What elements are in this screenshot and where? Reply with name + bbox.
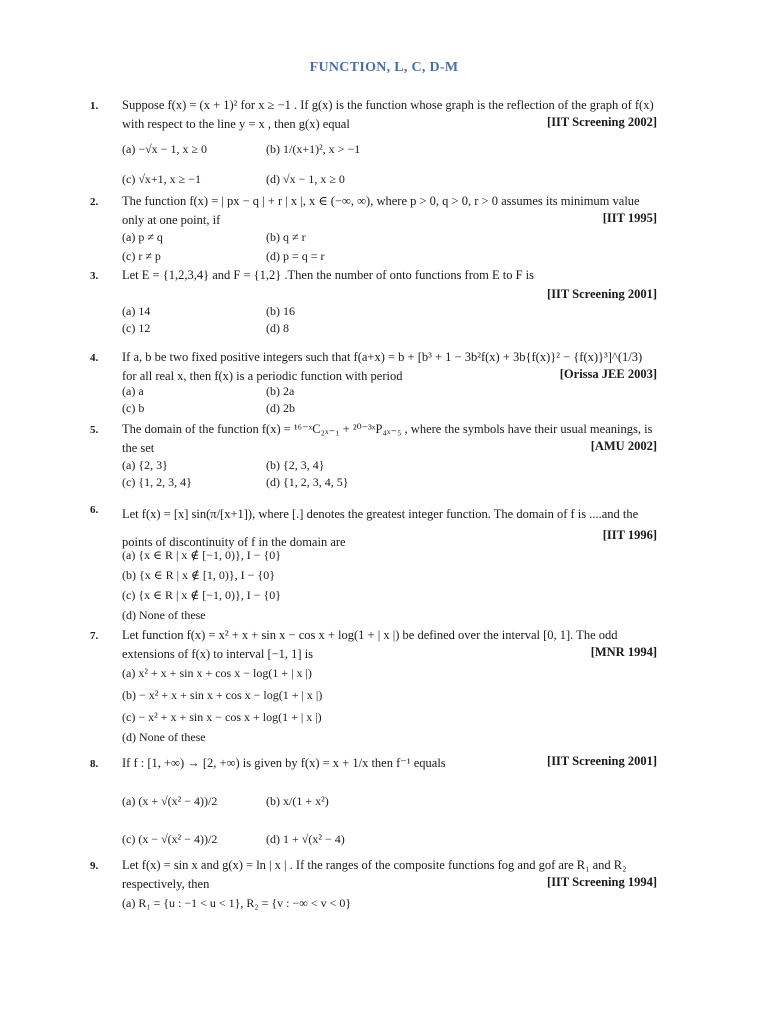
option-c: (c) r ≠ p [122, 249, 161, 263]
question-source: [AMU 2002] [590, 439, 657, 453]
option-a: (a) {x ∈ R | x ∉ [−1, 0)}, I − {0} [122, 548, 282, 562]
question-text: The function f(x) = | px − q | + r | x |, x ∈ (−∞, ∞), where p > 0, q > 0, r > 0 assumes its minimum value only at one point, if [122, 194, 640, 227]
question-text: Let function f(x) = x² + x + sin x − cos x + log(1 + | x |) be defined over the interval [0, 1]. The odd extensions of f(x) to interval [−1, 1] is [122, 628, 618, 661]
question-text: Suppose f(x) = (x + 1)² for x ≥ −1 . If g(x) is the function whose graph is the reflection of the graph of f(x) with respect to the line y = x , then g(x) equal [122, 98, 654, 131]
option-b: (b) 2a [266, 384, 295, 398]
option-a: (a) R₁ = {u : −1 < u < 1}, R₂ = {v : −∞ < v < 0} [122, 896, 352, 910]
option-b: (b) 16 [266, 304, 295, 318]
option-a: (a) x² + x + sin x + cos x − log(1 + | x |) [122, 666, 312, 680]
question-source: [Orissa JEE 2003] [559, 367, 657, 381]
question-number: 1. [90, 100, 99, 112]
question-number: 6. [90, 504, 99, 516]
question-source: [IIT Screening 1994] [547, 875, 657, 889]
option-a: (a) {2, 3} [122, 458, 168, 472]
option-d: (d) None of these [122, 608, 206, 622]
option-c: (c) {1, 2, 3, 4} [122, 475, 192, 489]
question-number: 3. [90, 270, 99, 282]
option-d: (d) p = q = r [266, 249, 325, 263]
question-source: [IIT Screening 2001] [547, 754, 657, 768]
option-d: (d) √x − 1, x ≥ 0 [266, 172, 345, 186]
question-number: 9. [90, 860, 99, 872]
option-c: (c) √x+1, x ≥ −1 [122, 172, 202, 186]
question-source: [MNR 1994] [590, 645, 657, 659]
option-d: (d) None of these [122, 730, 206, 744]
option-c: (c) {x ∈ R | x ∉ [−1, 0)}, I − {0} [122, 588, 282, 602]
option-b: (b) {2, 3, 4} [266, 458, 325, 472]
question-3 [90, 266, 690, 340]
question-6 [90, 498, 690, 622]
option-c: (c) 12 [122, 321, 151, 335]
question-7 [90, 624, 690, 748]
option-a: (a) 14 [122, 304, 151, 318]
question-text: If f : [1, +∞) → [2, +∞) is given by f(x) = x + 1/x then f⁻¹ equals [122, 756, 446, 770]
question-number: 4. [90, 352, 99, 364]
option-a: (a) −√x − 1, x ≥ 0 [122, 142, 208, 156]
option-b: (b) x/(1 + x²) [266, 794, 329, 808]
question-text: Let f(x) = [x] sin(π/[x+1]), where [.] denotes the greatest integer function. The domain of f is ....and the points of discontinuity of f in the domain are [122, 507, 639, 549]
option-c: (c) (x − √(x² − 4))/2 [122, 832, 218, 846]
question-9 [90, 856, 690, 916]
option-a: (a) a [122, 384, 144, 398]
question-1 [90, 96, 690, 192]
option-c: (c) − x² + x + sin x − cos x + log(1 + | x |) [122, 710, 322, 724]
option-c: (c) b [122, 401, 145, 415]
option-d: (d) 2b [266, 401, 295, 415]
option-b: (b) q ≠ r [266, 230, 306, 244]
question-text: The domain of the function f(x) = ¹⁶⁻ˣC₂ₓ₋₁ + ²⁰⁻³ˣP₄ₓ₋₅ , where the symbols have their usual meanings, is the set [122, 422, 653, 455]
question-4 [90, 346, 690, 420]
question-source: [IIT Screening 2001] [547, 287, 657, 301]
question-source: [IIT 1996] [602, 528, 657, 542]
option-d: (d) 8 [266, 321, 289, 335]
question-source: [IIT 1995] [602, 211, 657, 225]
option-d: (d) {1, 2, 3, 4, 5} [266, 475, 349, 489]
question-text: If a, b be two fixed positive integers such that f(a+x) = b + [b³ + 1 − 3b²f(x) + 3b{f(x)}² − {f(x)}³]^(1/3) for all real x, then f(x) is a periodic function with period [122, 350, 643, 383]
question-8 [90, 752, 690, 854]
question-number: 2. [90, 196, 99, 208]
question-text: Let E = {1,2,3,4} and F = {1,2} .Then the number of onto functions from E to F is [122, 268, 535, 282]
option-b: (b) 1/(x+1)², x > −1 [266, 142, 361, 156]
question-text: Let f(x) = sin x and g(x) = ln | x | . If the ranges of the composite functions fog and gof are R₁ and R₂ respectively, then [122, 858, 627, 891]
option-d: (d) 1 + √(x² − 4) [266, 832, 345, 846]
question-number: 8. [90, 758, 99, 770]
question-source: [IIT Screening 2002] [547, 115, 657, 129]
question-number: 7. [90, 630, 99, 642]
option-a: (a) (x + √(x² − 4))/2 [122, 794, 218, 808]
question-2 [90, 192, 690, 270]
option-b: (b) − x² + x + sin x + cos x − log(1 + | x |) [122, 688, 323, 702]
option-b: (b) {x ∈ R | x ∉ [1, 0)}, I − {0} [122, 568, 275, 582]
question-number: 5. [90, 424, 99, 436]
option-a: (a) p ≠ q [122, 230, 163, 244]
page-title: FUNCTION, L, C, D-M [309, 60, 459, 75]
question-5 [90, 418, 690, 496]
